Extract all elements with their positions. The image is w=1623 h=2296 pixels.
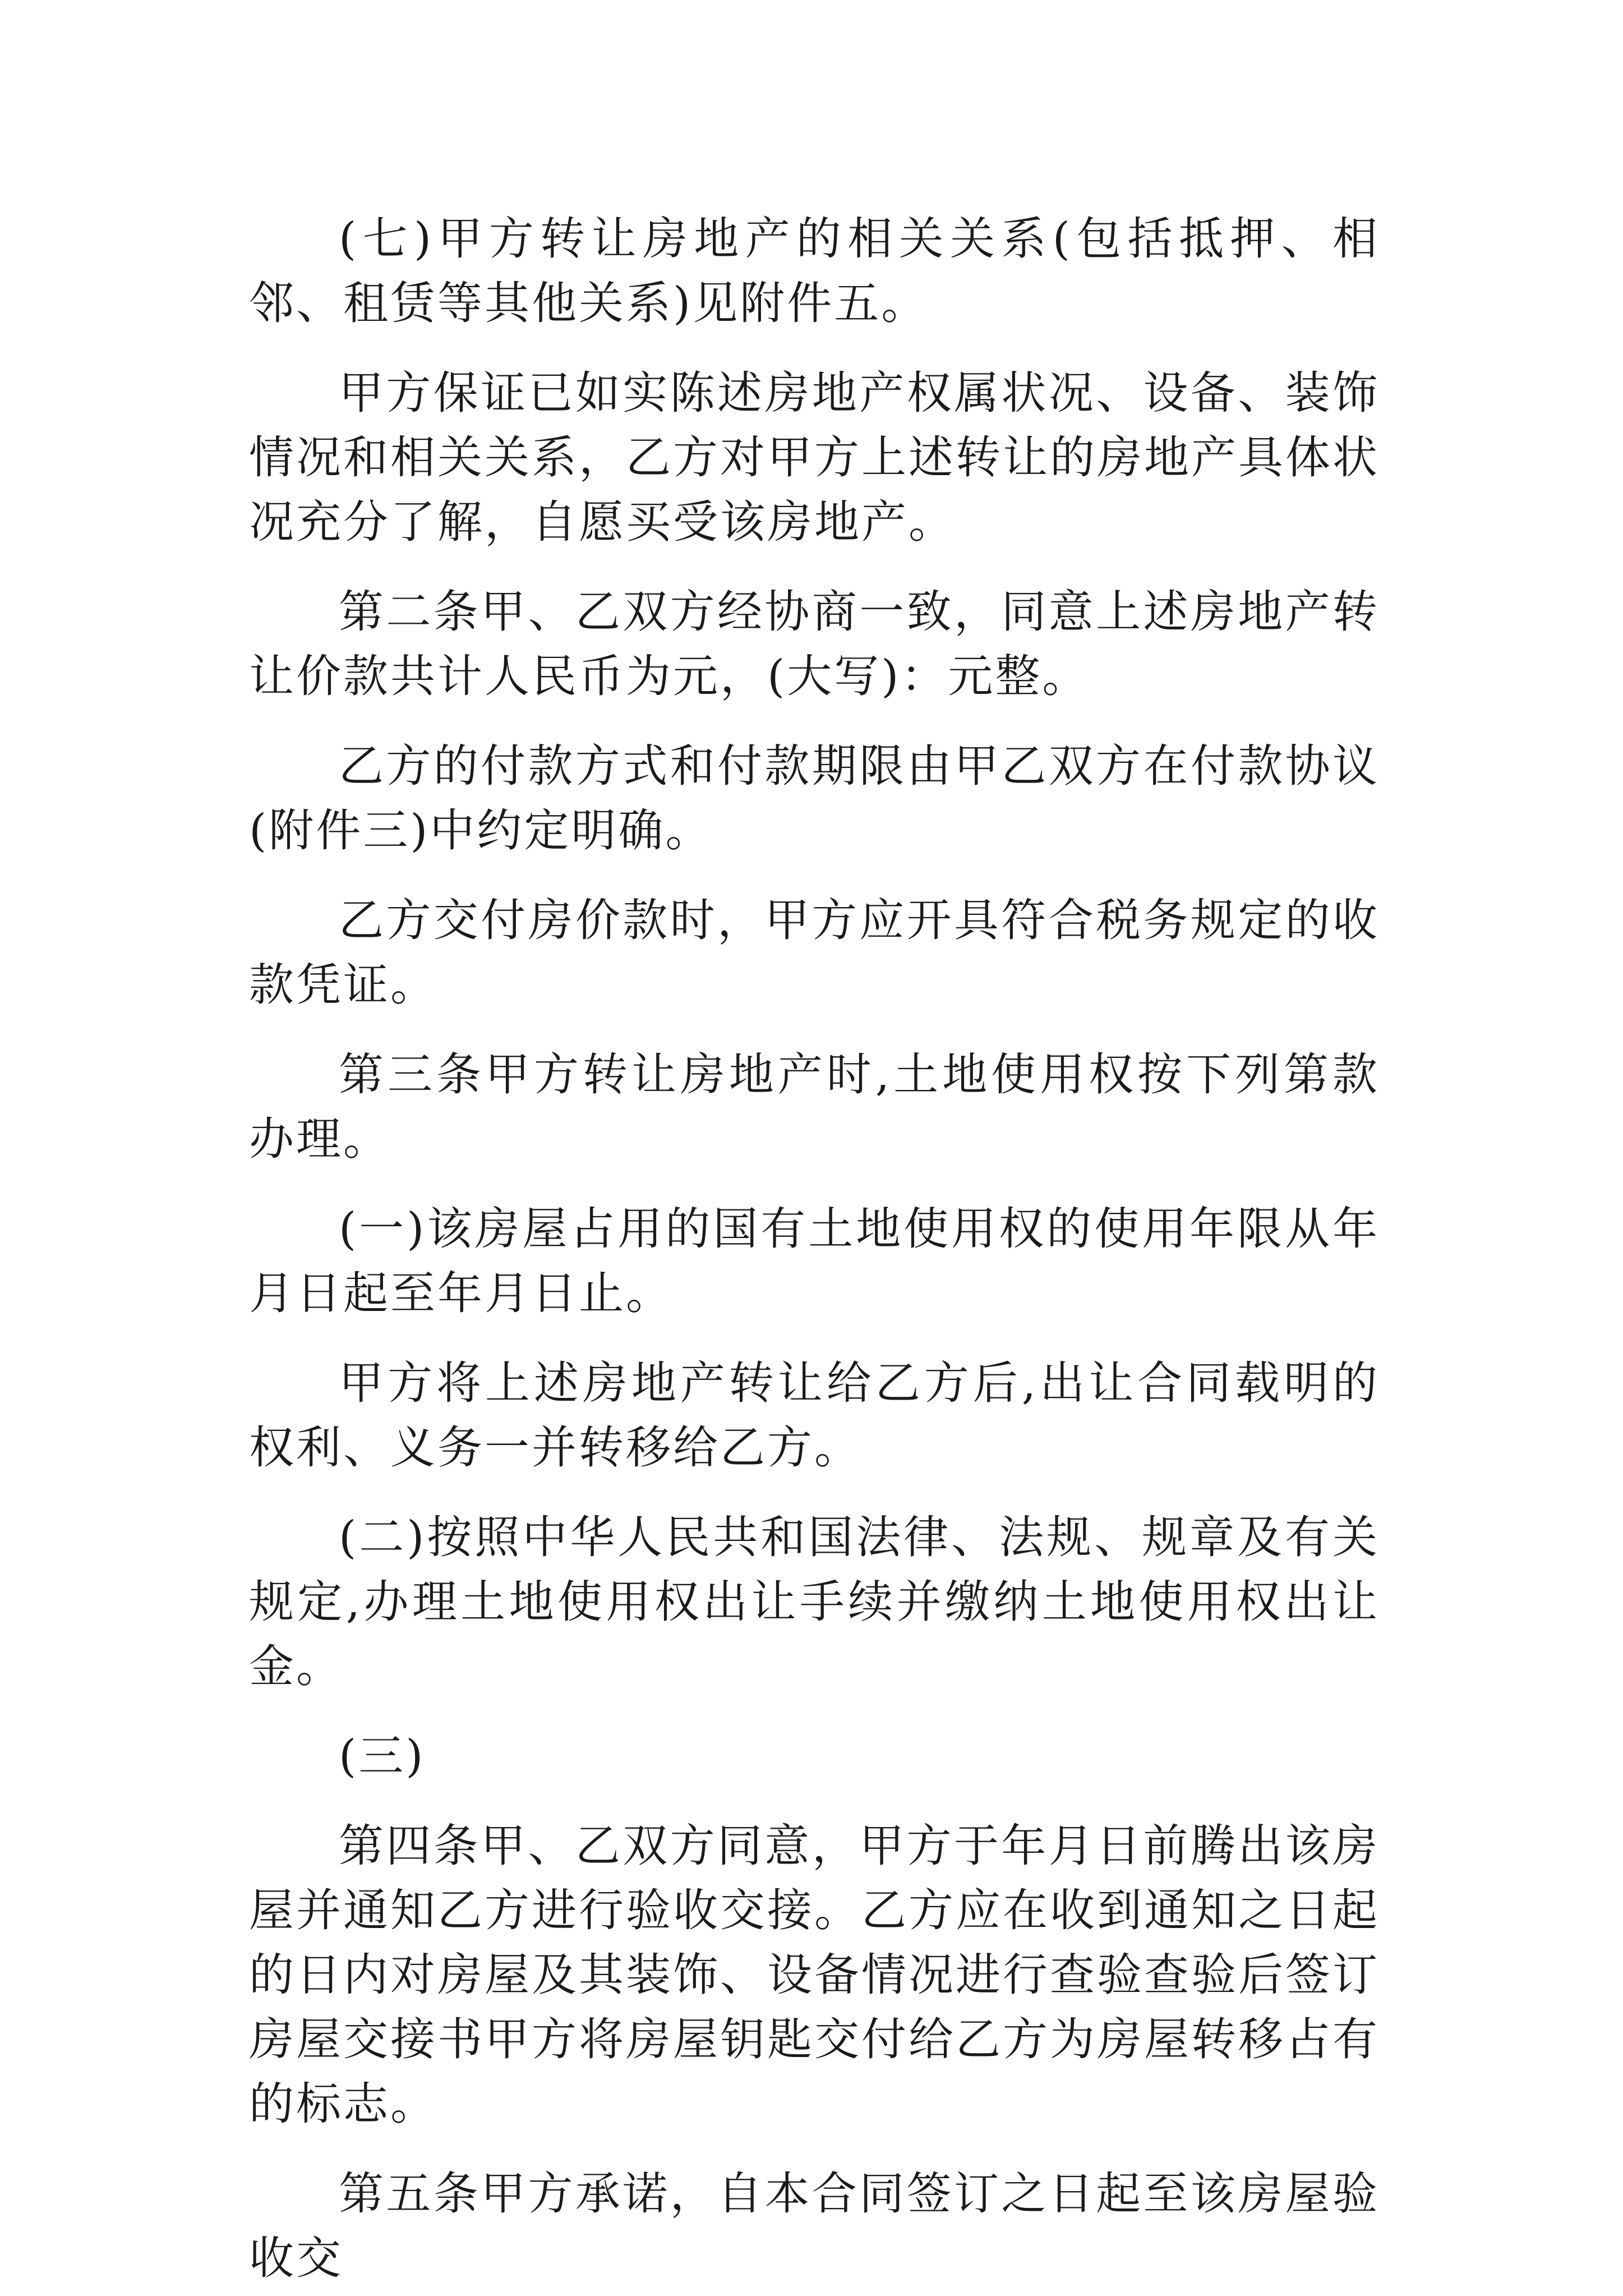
paragraph-item-3: (三) [339,1730,426,1782]
paragraph-item-2: (二)按照中华人民共和国法律、法规、规章及有关规定,办理土地使用权出让手续并缴纳土地使用权出让金。 [249,1511,1380,1692]
paragraph-payment-method: 乙方的付款方式和付款期限由甲乙双方在付款协议(附件三)中约定明确。 [249,740,1380,857]
paragraph-article-2: 第二条甲、乙双方经协商一致，同意上述房地产转让价款共计人民币为元，(大写)：元整。 [249,586,1380,702]
document-page [249,206,1380,2290]
paragraph-receipt: 乙方交付房价款时，甲方应开具符合税务规定的收款凭证。 [249,894,1380,1011]
paragraph-item-1: (一)该房屋占用的国有土地使用权的使用年限从年月日起至年月日止。 [249,1203,1380,1319]
paragraph-article-3: 第三条甲方转让房地产时,土地使用权按下列第款办理。 [249,1048,1380,1165]
paragraph-clause-7: (七)甲方转让房地产的相关关系(包括抵押、相邻、租赁等其他关系)见附件五。 [249,213,1380,329]
paragraph-article-5: 第五条甲方承诺，自本合同签订之日起至该房屋验收交 [249,2168,1380,2284]
paragraph-transfer-rights: 甲方将上述房地产转让给乙方后,出让合同载明的权利、义务一并转移给乙方。 [249,1357,1380,1474]
paragraph-article-4: 第四条甲、乙双方同意，甲方于年月日前腾出该房屋并通知乙方进行验收交接。乙方应在收到通知之日起的日内对房屋及其装饰、设备情况进行查验查验后签订房屋交接书甲方将房屋钥匙交付给乙方为房屋转移占有的标志。 [249,1820,1380,2130]
paragraph-guarantee: 甲方保证已如实陈述房地产权属状况、设备、装饰情况和相关关系，乙方对甲方上述转让的房地产具体状况充分了解，自愿买受该房地产。 [249,367,1380,548]
